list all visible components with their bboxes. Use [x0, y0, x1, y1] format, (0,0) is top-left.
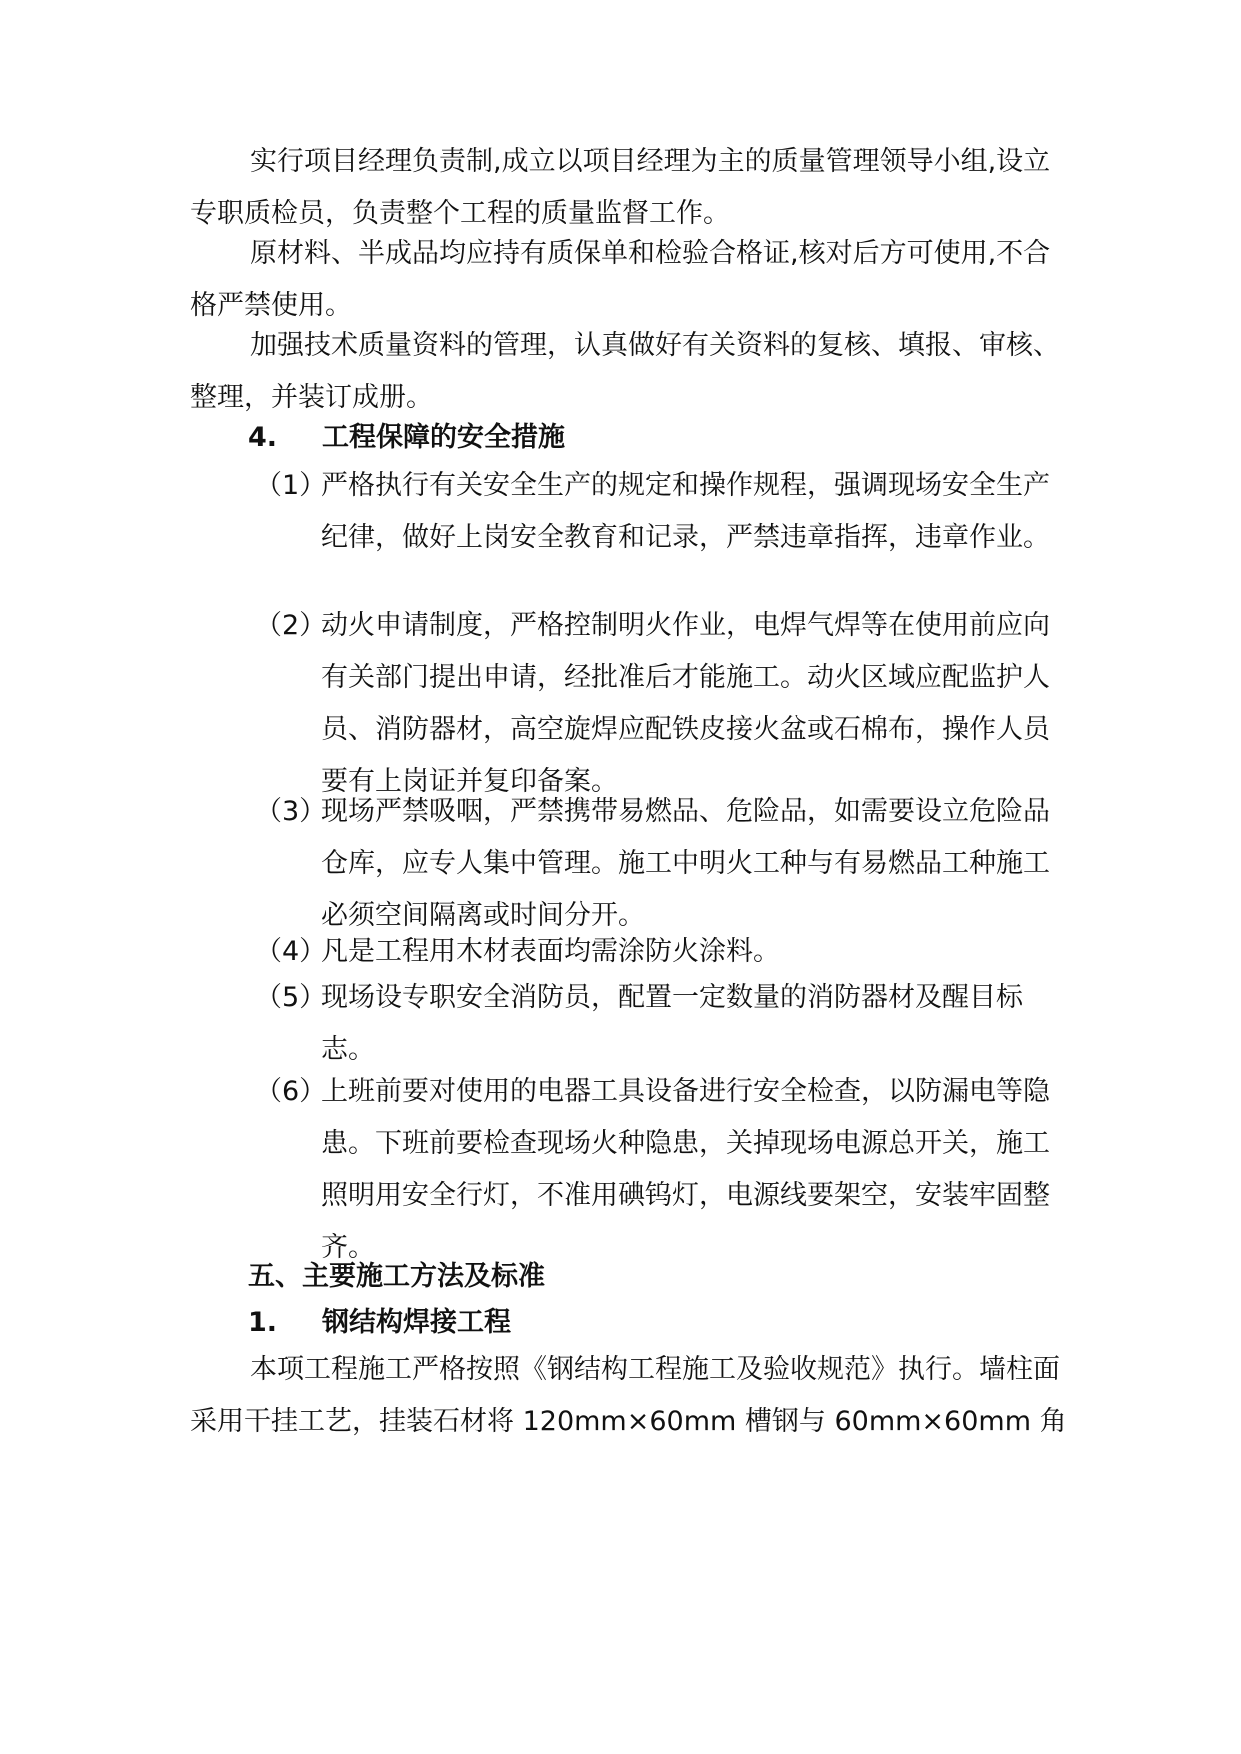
- list-item-label: （4）: [255, 936, 327, 967]
- list-item-label: （6）: [255, 1076, 327, 1107]
- list-item-text: 动火申请制度，严格控制明火作业，电焊气焊等在使用前应向有关部门提出申请，经批准后才能施工。动火区域应配监护人员、消防器材，高空旋焊应配铁皮接火盆或石棉布，操作人员要有上岗证并复印备案。: [321, 610, 1050, 797]
- section-5-1-title: 钢结构焊接工程: [322, 1307, 511, 1338]
- paragraph-steel-welding: 本项工程施工严格按照《钢结构工程施工及验收规范》执行。墙柱面采用干挂工艺，挂装石材将 120mm×60mm 槽钢与 60mm×60mm 角: [190, 1354, 1067, 1437]
- list-item-text: 严格执行有关安全生产的规定和操作规程，强调现场安全生产纪律，做好上岗安全教育和记录，严禁违章指挥，违章作业。: [321, 470, 1050, 553]
- list-item: [255, 460, 1075, 564]
- section-5-title: 五、主要施工方法及标准: [248, 1261, 545, 1292]
- paragraph-technical-documents: 加强技术质量资料的管理，认真做好有关资料的复核、填报、审核、整理，并装订成册。: [190, 330, 1060, 413]
- section-5-1-number: 1.: [248, 1307, 278, 1338]
- list-item-text: 现场设专职安全消防员，配置一定数量的消防器材及醒目标志。: [321, 982, 1023, 1065]
- list-item-text: 现场严禁吸咽，严禁携带易燃品、危险品，如需要设立危险品仓库，应专人集中管理。施工中明火工种与有易燃品工种施工必须空间隔离或时间分开。: [321, 796, 1050, 931]
- section-4-heading: [248, 412, 565, 464]
- section-5-heading: [248, 1251, 545, 1303]
- section-4-number: 4.: [248, 422, 278, 453]
- list-item: [255, 1066, 1075, 1274]
- list-item-label: （5）: [255, 982, 327, 1013]
- list-item: [255, 600, 1075, 808]
- paragraph-raw-materials: 原材料、半成品均应持有质保单和检验合格证,核对后方可使用,不合格严禁使用。: [190, 238, 1051, 321]
- list-item-label: （1）: [255, 470, 327, 501]
- paragraph-quality-management: 实行项目经理负责制,成立以项目经理为主的质量管理领导小组,设立专职质检员，负责整个工程的质量监督工作。: [190, 146, 1051, 229]
- list-item-label: （2）: [255, 610, 327, 641]
- section-4-title: 工程保障的安全措施: [322, 422, 565, 453]
- list-item-text: 上班前要对使用的电器工具设备进行安全检查，以防漏电等隐患。下班前要检查现场火种隐患，关掉现场电源总开关，施工照明用安全行灯，不准用碘钨灯，电源线要架空，安装牢固整齐。: [321, 1076, 1050, 1263]
- list-item: [255, 786, 1075, 942]
- list-item-text: 凡是工程用木材表面均需涂防火涂料。: [321, 936, 780, 967]
- list-item: [255, 972, 1075, 1076]
- list-item-label: （3）: [255, 796, 327, 827]
- list-item: [255, 926, 1075, 978]
- section-5-1-heading: [248, 1297, 511, 1349]
